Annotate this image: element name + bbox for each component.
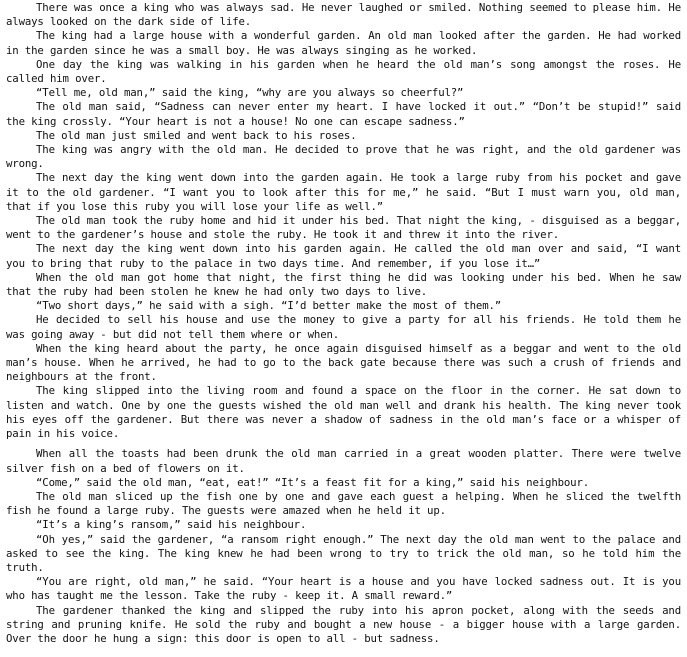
paragraph: The old man said, “Sadness can never enter my heart. I have locked it out.” “Don’t be stupid!” said the king crossly. “Your heart is not a house! No one can escape sadness.” <box>6 100 681 128</box>
paragraph: He decided to sell his house and use the money to give a party for all his friends. He told them he was going away - but did not tell them where or when. <box>6 313 681 341</box>
paragraph: One day the king was walking in his garden when he heard the old man’s song amongst the roses. He called him over. <box>6 57 681 86</box>
paragraph: “Two short days,” he said with a sigh. “I’d better make the most of them.” <box>36 299 502 313</box>
paragraph: The old man sliced up the fish one by one and gave each guest a helping. When he sliced the twelfth fish he found a large ruby. The guests were amazed when he held it up. <box>6 489 681 518</box>
paragraph: The old man just smiled and went back to his roses. <box>36 128 357 142</box>
paragraph: The next day the king went down into the garden again. He took a large ruby from his pocket and gave it to the old gardener. “I want you to look after this for me,” he said. “But I must warn you, old man, that if you lose this ruby you will lose your life as well.” <box>6 171 681 213</box>
paragraph: The king slipped into the living room and found a space on the floor in the corner. He sat down to listen and watch. One by one the guests wished the old man well and drank his health. The king never took his eyes off the gardener. But there was never a shadow of sadness in the old man’s face or a whisper of pain in his voice. <box>6 384 681 441</box>
paragraph: When the king heard about the party, he once again disguised himself as a beggar and went to the old man’s house. When he arrived, he had to go to the back gate because there was such a crush of friends and neighbours at the front. <box>6 341 681 384</box>
paragraph: “Oh yes,” said the gardener, “a ransom right enough.” The next day the old man went to the palace and asked to see the king. The king knew he had been wrong to try to trick the old man, so he told him the truth. <box>6 532 681 574</box>
paragraph: The next day the king went down into his garden again. He called the old man over and said, “I want you to bring that ruby to the palace in two days time. And remember, if you lose it…” <box>6 242 681 270</box>
paragraph: When the old man got home that night, the first thing he did was looking under his bed. When he saw that the ruby had been stolen he knew he had only two days to live. <box>6 270 681 299</box>
paragraph: There was once a king who was always sad. He never laughed or smiled. Nothing seemed to please him. He always looked on the dark side of life. <box>6 1 681 29</box>
paragraph: “Tell me, old man,” said the king, “why are you always so cheerful?” <box>36 86 464 100</box>
paragraph: The king had a large house with a wonderful garden. An old man looked after the garden. He had worked in the garden since he was a small boy. He was always singing as he worked. <box>6 29 681 57</box>
paragraph: The gardener thanked the king and slipped the ruby into his apron pocket, along with the seeds and string and pruning knife. He sold the ruby and bought a new house - a bigger house with a large garden. Over the door he hung a sign: this door is open to all - but sadness. <box>6 603 681 645</box>
paragraph: “Come,” said the old man, “eat, eat!” “It’s a feast fit for a king,” said his neighbour. <box>36 475 590 489</box>
paragraph: The king was angry with the old man. He decided to prove that he was right, and the old gardener was wrong. <box>6 143 681 171</box>
paragraph: The old man took the ruby home and hid it under his bed. That night the king, - disguised as a beggar, went to the gardener’s house and stole the ruby. He took it and threw it into the river. <box>6 214 681 242</box>
paragraph: “You are right, old man,” he said. “Your heart is a house and you have locked sadness out. It is you who has taught me the lesson. Take the ruby - keep it. A small reward.” <box>6 575 681 603</box>
paragraph: When all the toasts had been drunk the old man carried in a great wooden platter. There were twelve silver fish on a bed of flowers on it. <box>6 447 681 475</box>
paragraph: “It’s a king’s ransom,” said his neighbour. <box>36 518 307 532</box>
